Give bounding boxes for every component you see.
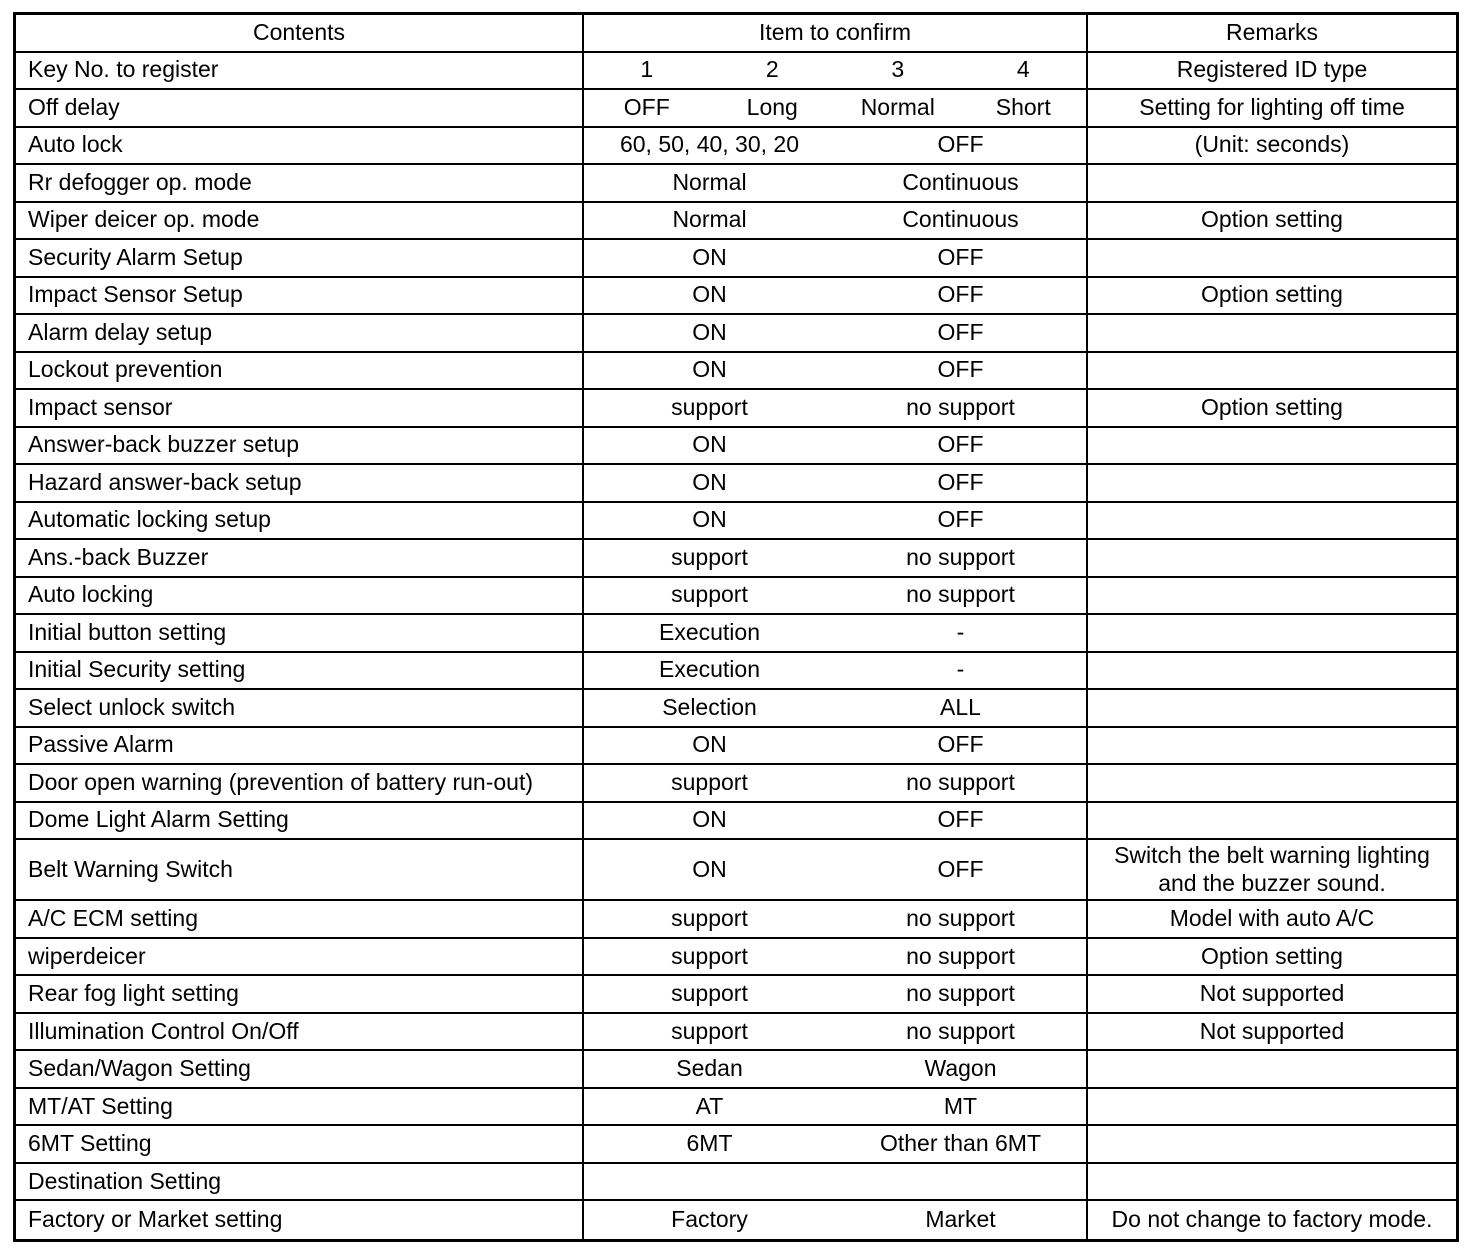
remarks-cell [1088, 240, 1456, 276]
item-option: support [671, 1017, 748, 1044]
table-row [16, 465, 1456, 503]
item-to-confirm-cell [582, 901, 1088, 937]
item-option: 6MT [686, 1130, 733, 1157]
contents-cell: Initial button setting [28, 618, 227, 645]
item-option: 4 [1016, 56, 1030, 83]
item-option: - [956, 618, 965, 645]
item-option: 2 [765, 56, 779, 83]
table-row [16, 203, 1456, 241]
table-row [16, 278, 1456, 316]
remarks-cell [1088, 765, 1456, 801]
item-option: ON [692, 243, 727, 270]
item-to-confirm-cell [582, 578, 1088, 614]
item-to-confirm-cell [582, 90, 1088, 126]
table-row [16, 901, 1456, 939]
contents-cell: Answer-back buzzer setup [28, 431, 300, 458]
contents-cell: Factory or Market setting [28, 1206, 283, 1233]
item-to-confirm-cell [582, 1089, 1088, 1125]
item-option: Normal [860, 93, 935, 120]
remarks-cell [1088, 165, 1456, 201]
item-option: no support [906, 980, 1015, 1007]
item-to-confirm-cell [582, 353, 1088, 389]
item-option: support [671, 768, 748, 795]
item-option: OFF [937, 506, 984, 533]
item-to-confirm-cell [582, 939, 1088, 975]
remarks-cell [1088, 1126, 1456, 1162]
item-to-confirm-cell [582, 165, 1088, 201]
table-row [16, 428, 1456, 466]
remarks-cell: Registered ID type [1176, 56, 1368, 83]
contents-cell: MT/AT Setting [28, 1092, 173, 1119]
contents-cell: Initial Security setting [28, 656, 246, 683]
remarks-cell [1088, 540, 1456, 576]
item-option: Execution [658, 656, 760, 683]
item-to-confirm-cell [582, 976, 1088, 1012]
item-option: support [671, 980, 748, 1007]
item-option: - [956, 656, 965, 683]
item-option: Continuous [902, 168, 1019, 195]
item-option: OFF [937, 281, 984, 308]
table-row [16, 315, 1456, 353]
header-remarks: Remarks [1225, 18, 1318, 45]
table-header-row [16, 15, 1456, 53]
contents-cell: Auto lock [28, 131, 123, 158]
item-to-confirm-cell [582, 315, 1088, 351]
item-to-confirm-cell [582, 1164, 1088, 1200]
contents-cell: Belt Warning Switch [28, 855, 233, 882]
item-to-confirm-cell [582, 728, 1088, 764]
item-option: OFF [937, 855, 984, 882]
item-option: ON [692, 431, 727, 458]
item-option: OFF [937, 356, 984, 383]
item-option: no support [906, 768, 1015, 795]
item-option: ON [692, 806, 727, 833]
table-row [16, 690, 1456, 728]
table-row [16, 615, 1456, 653]
remarks-cell [1088, 803, 1456, 839]
remarks-cell [1088, 728, 1456, 764]
contents-cell: Rr defogger op. mode [28, 168, 252, 195]
table-row [16, 1014, 1456, 1052]
contents-cell: Impact sensor [28, 393, 173, 420]
item-option: Sedan [676, 1055, 743, 1082]
remarks-cell [1088, 690, 1456, 726]
item-option: 3 [891, 56, 905, 83]
item-option: Market [925, 1206, 996, 1233]
remarks-cell [1088, 653, 1456, 689]
remarks-cell: Model with auto A/C [1169, 905, 1375, 932]
remarks-cell: Switch the belt warning lighting and the buzzer sound. [1114, 842, 1430, 896]
item-to-confirm-cell [582, 540, 1088, 576]
item-option: no support [906, 581, 1015, 608]
contents-cell: Key No. to register [28, 56, 219, 83]
table-row [16, 728, 1456, 766]
remarks-cell [1088, 465, 1456, 501]
contents-cell: Off delay [28, 93, 120, 120]
remarks-cell: Not supported [1199, 980, 1345, 1007]
remarks-cell [1088, 1164, 1456, 1200]
item-option: no support [906, 1017, 1015, 1044]
item-option: Factory [671, 1206, 748, 1233]
item-option: Short [995, 93, 1051, 120]
item-to-confirm-cell [582, 278, 1088, 314]
item-option: Wagon [924, 1055, 997, 1082]
item-option: ON [692, 506, 727, 533]
table-row [16, 53, 1456, 91]
contents-cell: 6MT Setting [28, 1130, 152, 1157]
table-row [16, 540, 1456, 578]
item-option: OFF [937, 131, 984, 158]
item-option: no support [906, 942, 1015, 969]
remarks-cell [1088, 315, 1456, 351]
table-row [16, 128, 1456, 166]
item-option: OFF [937, 318, 984, 345]
table-row [16, 390, 1456, 428]
contents-cell: Passive Alarm [28, 731, 174, 758]
table-row [16, 1126, 1456, 1164]
contents-cell: Destination Setting [28, 1167, 222, 1194]
table-row [16, 976, 1456, 1014]
contents-cell: A/C ECM setting [28, 905, 198, 932]
remarks-cell [1088, 428, 1456, 464]
remarks-cell: Option setting [1201, 281, 1343, 308]
item-option: no support [906, 393, 1015, 420]
remarks-cell [1088, 1051, 1456, 1087]
contents-cell: Lockout prevention [28, 356, 223, 383]
item-to-confirm-cell [582, 1201, 1088, 1239]
remarks-cell [1088, 578, 1456, 614]
contents-cell: Select unlock switch [28, 693, 236, 720]
item-option: AT [695, 1092, 724, 1119]
item-option: Selection [662, 693, 757, 720]
table-row [16, 578, 1456, 616]
item-option: ON [692, 318, 727, 345]
item-to-confirm-cell [582, 690, 1088, 726]
item-option: OFF [937, 431, 984, 458]
item-option: OFF [937, 806, 984, 833]
remarks-cell: Option setting [1201, 206, 1343, 233]
contents-cell: Hazard answer-back setup [28, 468, 302, 495]
table-row [16, 90, 1456, 128]
table-body [16, 53, 1456, 1239]
item-to-confirm-cell [582, 128, 1088, 164]
contents-cell: Impact Sensor Setup [28, 281, 243, 308]
remarks-cell: Option setting [1201, 393, 1343, 420]
item-option: ON [692, 731, 727, 758]
item-option: support [671, 393, 748, 420]
item-option: Long [746, 93, 798, 120]
item-to-confirm-cell [582, 1014, 1088, 1050]
item-option: ON [692, 281, 727, 308]
header-contents: Contents [252, 18, 346, 45]
contents-cell: Security Alarm Setup [28, 243, 243, 270]
item-option: Normal [672, 168, 747, 195]
contents-cell: Alarm delay setup [28, 318, 213, 345]
contents-cell: Illumination Control On/Off [28, 1017, 299, 1044]
item-to-confirm-cell [582, 615, 1088, 651]
item-option: ON [692, 468, 727, 495]
table-row [16, 1051, 1456, 1089]
item-to-confirm-cell [582, 465, 1088, 501]
item-option: ON [692, 855, 727, 882]
item-option: ALL [940, 693, 981, 720]
item-to-confirm-cell [582, 1051, 1088, 1087]
header-item-to-confirm: Item to confirm [582, 15, 1088, 51]
item-to-confirm-cell [582, 803, 1088, 839]
item-option: Continuous [902, 206, 1019, 233]
remarks-cell [1088, 1089, 1456, 1125]
remarks-cell: (Unit: seconds) [1194, 131, 1350, 158]
item-option: OFF [937, 731, 984, 758]
table-row [16, 165, 1456, 203]
item-option: Other than 6MT [879, 1130, 1042, 1157]
item-option: OFF [623, 93, 670, 120]
remarks-cell [1088, 503, 1456, 539]
remarks-cell: Setting for lighting off time [1139, 93, 1405, 120]
table-row [16, 353, 1456, 391]
contents-cell: Rear fog light setting [28, 980, 239, 1007]
item-to-confirm-cell [582, 53, 1088, 89]
contents-cell: wiperdeicer [28, 942, 146, 969]
item-option: Normal [672, 206, 747, 233]
contents-cell: Sedan/Wagon Setting [28, 1055, 251, 1082]
item-to-confirm-cell [582, 840, 1088, 899]
item-option: Execution [658, 618, 760, 645]
table-row [16, 503, 1456, 541]
item-to-confirm-cell [582, 240, 1088, 276]
remarks-cell: Option setting [1201, 942, 1343, 969]
remarks-cell: Not supported [1199, 1017, 1345, 1044]
key-registration-settings-table [13, 12, 1459, 1242]
remarks-cell [1088, 615, 1456, 651]
item-option: support [671, 581, 748, 608]
contents-cell: Ans.-back Buzzer [28, 543, 209, 570]
item-to-confirm-cell [582, 1126, 1088, 1162]
item-to-confirm-cell [582, 428, 1088, 464]
item-option: OFF [937, 468, 984, 495]
table-row [16, 765, 1456, 803]
table-row [16, 1164, 1456, 1202]
item-option: 60, 50, 40, 30, 20 [619, 131, 800, 158]
contents-cell: Automatic locking setup [28, 506, 271, 533]
item-option: OFF [937, 243, 984, 270]
item-to-confirm-cell [582, 503, 1088, 539]
item-option: support [671, 905, 748, 932]
table-row [16, 840, 1456, 901]
table-row [16, 803, 1456, 841]
item-option: no support [906, 543, 1015, 570]
item-option: support [671, 543, 748, 570]
contents-cell: Auto locking [28, 581, 154, 608]
item-option: ON [692, 356, 727, 383]
table-row [16, 1089, 1456, 1127]
item-to-confirm-cell [582, 203, 1088, 239]
contents-cell: Dome Light Alarm Setting [28, 806, 289, 833]
table-row [16, 1201, 1456, 1239]
item-option: 1 [640, 56, 654, 83]
item-option: no support [906, 905, 1015, 932]
remarks-cell [1088, 353, 1456, 389]
item-to-confirm-cell [582, 390, 1088, 426]
remarks-cell: Do not change to factory mode. [1111, 1206, 1433, 1233]
item-to-confirm-cell [582, 653, 1088, 689]
contents-cell: Door open warning (prevention of battery run-out) [28, 768, 534, 795]
contents-cell: Wiper deicer op. mode [28, 206, 260, 233]
table-row [16, 240, 1456, 278]
table-row [16, 653, 1456, 691]
item-option: support [671, 942, 748, 969]
item-to-confirm-cell [582, 765, 1088, 801]
item-option: MT [943, 1092, 978, 1119]
table-row [16, 939, 1456, 977]
